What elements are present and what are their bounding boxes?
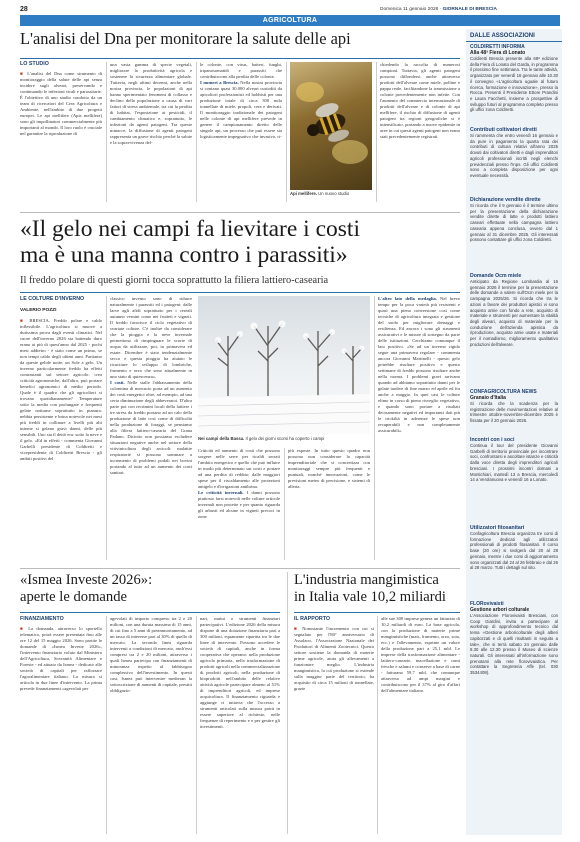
main-col4-subhead: L'altro lato della medaglia. <box>378 296 437 301</box>
sidebar-item-body: Continua il tour del presidente Giovanni Garbelli di territorio provinciale per incontrare soci, confrontarsi e ascoltare istanze e criticità dalla voce diretta degli imprenditori agricoli bresciani. I prossimi incontri domani a Montichiari, martedì 13 a Brescia, mercoledì 14 a Verolanuova e venerdì 16 a Lonato. <box>470 443 558 483</box>
sidebar-item-body: Coldiretti Brescia presente alla 68ª edizione della Fiera di Lonato del Garda, in programma il prossimo fine settimana. Tra le tante attività, organizzato per venerdì 16 gennaio alle 10.30 il convegno «L'agricoltura uguale al futuro ricerca, formazione e innovazione», presso la Rocca. Presenti il Presidente Ettore Prandini e Laura Facchetti, insieme a prospettive di sviluppo futuri al programma completo presso gli uffici zona Coldiretti. <box>470 56 558 113</box>
sidebar-item-subtitle: Alla 48ª Fiera di Lonato <box>470 50 526 56</box>
main-col3b <box>288 448 370 560</box>
sidebar-item-title: FLORovivaisti <box>470 601 504 607</box>
main-col4-rest: Nel breve tempo per la poca varietà più resistenti e quasi una piena conversione così come tecniche di agricoltura integrata e gestione del suolo per migliorare drenaggi e resilienza. Ed ancora i sono gli strumenti assicurativi e le misure di sostegno da parte delle istituzioni. Cerchiamo comunque il lato positivo. «Se ad un inverno rigido segue una primavera regolare - commenta ancora Giovanni Martinelli - questo gelo potrebbe risultare positivo e questo settimane di freddo possono risultare anche nella norma. I problemi gravi arrivano quando ad abbiamo soprattutto danni per le gelate tardive di fine marzo ed aprile ed fra anche a maggio. In quei casi le colture elimo in corso di pieno risveglio vegetativo, e quando sono portare a risultati decisamente negativi ed importanti dati più le trickiltà in aderenze le spese non recuperabili e non completamente assicurabili». <box>378 296 460 433</box>
sidebar-item-body: Si rammenta che entro venerdì 16 gennaio e da pure in pagamento la quarta rata dei contributi di cultura relativi all'anno 2025 dovuti dai coltivatori diretti e dagli imprenditori agricoli professionali iscritti negli elenchi previdenziali presso l'Inps. Gli uffici Coldiretti sono a completa disposizione per ogni eventuale necessità. <box>470 133 558 178</box>
bee-caption-bold: Api mellifere. <box>290 191 317 196</box>
main-kicker: LE COLTURE D'INVERNO <box>20 296 85 302</box>
main-author: VALERIO POZZI <box>20 308 57 313</box>
main-headline-line1: «Il gelo nei campi fa lievitare i costi <box>20 216 360 242</box>
snow-caption-text: Il gelo dei giorni scorsi ha coperto i campi <box>245 436 325 441</box>
dna-kicker: LO STUDIO <box>20 61 49 67</box>
main-headline-line2: ma è una manna contro i parassiti» <box>20 242 348 268</box>
main-col3-rest: I danni possono piuttosto farsi notevoli nelle colture orticole invernali non protette e per quanto riguarda gli arbusti ed alcune in vigneti precoci in zone <box>198 490 280 519</box>
dna-col3-text: le colonie, con virus, batteri, funghi, tripanosomatidi e parassiti che contribuiscono alla perdita delle colonie. <box>200 62 282 79</box>
dna-col3-subhead: I numeri a Brescia. <box>200 80 239 85</box>
ismea-col2: agevolati di importo compreso tra 2 e 20 milioni, con una durata massima di 15 anni, di cui fino a 5 anni di preammortamento, ad un tasso di interesse pari al 30% di quello di mercato. La seconda linea riguarda interventi a condizioni di mercato, anch'essi compresi tra 2 e 20 milioni, attraverso i quali Ismea partecipa con finanziamenti di minoranza rispetto al fabbisogno complessivo dell'investimento. In questi casi, Ismea può intervenire medieran la sottoscrizione di aumenti di capitale, prestiti obbligazio- <box>110 616 192 693</box>
dna-headline: L'analisi del Dna per monitorare la salute delle api <box>20 29 351 48</box>
sidebar-item-contributi <box>466 126 562 196</box>
main-col2 <box>110 296 192 560</box>
sidebar-item-title: COLDIRETTI INFORMA <box>470 44 525 50</box>
bullet-icon: ■ <box>294 626 299 631</box>
main-headline <box>20 216 460 268</box>
dna-col4: chiedendo la raccolta di numerosi campioni. Tuttavia, gli agenti patogeni possono diffondersi anche attraverso prodotti dell'alveare come miele, polline e pappa reale, facilitandone la trasmissione a colonie precedentemente non infette. Con l'aumento del commercio internazionale di prodotti dell'alveare e di colonie di api mellifere, il rischio di diffusione di agenti patogeni tra regioni geografiche si è intensificato, portando a nuove epidemie in aree in cui questi agenti patogeni non erano stati precedentemente registrati. <box>380 62 460 139</box>
bee-illustration <box>290 62 372 190</box>
bee-caption-text: Un nuovo studio <box>318 191 350 196</box>
dna-col1-text: L'analisi del Dna come strumento di monitoraggio della salute delle api senza incidere sugli alveari, preservando e continuando le infezioni virali e parassitarie. È l'obiettivo di uno studio condotto da un team di ricercatori del Crea Agricoltura e Ambiente, nell'ambito di due progetti europei. Le api mellifere (Apis mellifera) sono gli impollinatori commercialmente più importanti al mondo. Il loro ruolo è cruciale nel garantire la riproduzione di <box>20 71 102 136</box>
sidebar-item-body: Si ricorda che il 9 gennaio è il termine ultimo per la presentazione della dichiarazione vendite dirette di latte e prodotti lattiero caseari effettuate nella campagna lattiero casearia appena conclusa, ovvero dal 1 gennaio al 31 dicembre 2025. Gli interessati possono contattare gli uffici zona Coldiretti. <box>470 203 558 243</box>
sidebar-item-body: L'Associazione Florovivaisti Bresciani, con Coop Giardini, invita a partecipare al workshop di approfondimento tecnico dal tema «Gestione arboricolturale degli alberi capitozzati e di quelli risultanti in seguito a tale», che si terrà sabato 24 gennaio dalle 8.30 alle 12.30 presso il Museo di scienze naturali. Gli interessati all'informazione sono prenotarsi alla rete florovivaistica. Per contattare la Segreteria Affe (tel. 030 3534408). <box>470 613 558 676</box>
mangimistica-col1-text: Nonostante l'incremento con cui si segnalato per l'80° anniversario di Assalzoo, l'Associazione Nazionale dei Produttori di Alimenti Zootecnici. Questo settore sostiene la domanda di materie prime agricole, aiuta gli allevamenti a funzionare meglio. L'industria mangimistica, la cui produzione si estende sulla maggior parte del territorio, ha acquisito di circa 15 milioni di tonnellate, grazie <box>294 626 374 691</box>
main-col1-text: BRESCIA. Freddo polare e caldo inflessibile. L'agricoltura si muove a dutissima prova dagli eventi climatici. Nel cuore dell'inverno 2026 sta battendo duro erano ai più di quest'anno dal 2025 - pochi mesi addietro - è stato come un primo, se non tempi caldo degli ultimi anni. Partiamo da queste gelide notte, un Sole a gelo. Un inverno particolarmente freddo ha effetti contrastanti sul settore agricolo: crea criticità agronomiche, dall'altro, può portare benefici agronomici di medio periodo. Quale è il quadro che gli agricoltori si trovano quotidianamente? Temperature sotto la media con prolungate e frequenti gelate notturne soprattutto in pianura: nebbia persistente e brina notevole nei mesi più freddi in collinare a livelli più alti interne si gelano gravi danni, delle più sensibili. Uno sta il dettò era: sotto la neve e il gelo. «Ed in effetti - commenta Giovanni Garbelli presidente di Coldiretti e vicepresidente di Coldiretti Brescia - gli ambiti positivi del <box>20 318 102 461</box>
main-col2-subhead: I costi. <box>110 380 125 385</box>
sidebar-item-confagricoltura <box>466 388 562 436</box>
ismea-headline-line2: aperte le domande <box>20 589 127 605</box>
date-line: Domenica 11 gennaio 2026 · GIORNALE DI BRESCIA <box>380 7 497 12</box>
sidebar-item-title: Dichiarazione vendite dirette <box>470 197 541 203</box>
main-col3-text: Criticità ed aumento di costi che possono sorgere nelle serre per ricaldi serrati l'ambito energetico e quello che può influire in modo più determinato sui costi e portare ad una perdita di reddito; dalle maggiori spese per il riscaldamento alle protezioni antigelo e d'irrigazioni antibrina. <box>198 448 280 489</box>
main-col4 <box>378 296 460 560</box>
sidebar-item-dichiarazione <box>466 196 562 272</box>
sidebar-item-title: Domande Ocm miele <box>470 273 522 279</box>
sidebar-item-title: Utilizzatori fitosanitari <box>470 525 525 531</box>
dna-col3-rest: Nella nostra provincia si contano quasi 30.000 alveari custoditi da apicoltori professionisti ed hobbisti per una produzione totale di circa 300 mila tonnellate di miele, propoli, cera e derivati. Il monitoraggio tradizionale dei patogeni nelle colonie di api mellifere prevede in genere il campionamento diretto delle singole api, un processo che può essere sia logisticamente impegnativo che invasivo, ri- <box>200 80 282 139</box>
date-text: Domenica 11 gennaio 2026 <box>380 7 439 12</box>
dna-col2: una vasta gamma di specie vegetali, migliorare la produttività agricola e sostenere la sicurezza alimentare globale. Tuttavia, negli ultimi decenni, anche nella nostra provincia, le popolazioni di api hanno sperimentato fenomeni di collasso e declino della popolazione a causa di vari fattori di stress ambientale, tra cui la perdita di habitat, l'esposizione ai pesticidi, il cambiamento climatico e, soprattutto, le infezioni da agenti patogeni. Tra queste minacce, la diffusione di agenti patogeni rappresenta un grave rischio perché la salute e la sopravvivenza del- <box>110 62 192 145</box>
page-number: 28 <box>20 6 28 13</box>
sidebar-item-body: Anticipato da Regione Lombardia al 16 gennaio 2026 il termine per la presentazione delle domande a valere sull'Ocm miele per la campagna 2025/26. Si ricorda che tra le azioni a favore dei produttori apistici vi sono acquisto arnie con fondo a rete, acquisto di materiale e strumenti per aumentare la vitalità degli alveari, acquisto di materiale per la conduzione dell'azienda apistica da riproduzione, acquisto arnie usate e materiali per il nomadismo, miglioramento qualitativo produzioni dell'alveare. <box>470 279 558 347</box>
sidebar-item-incontri <box>466 436 562 524</box>
mangimistica-headline <box>294 572 464 606</box>
ismea-col1-text: La domanda, attraverso lo sportello telematico, potrà essere presentata fino alle ore 12 del 15 maggio 2026. Sono partite le domande di «Ismea Investe 2026», l'intervento finanziario voluto dal Ministero dell'Agricoltura, Sovranità Alimentare e Foreste - ed attuato da Ismea - dedicato alle società di capitali per rafforzare l'agroalimentare italiano. La misura si articola in due linee d'intervento. La prima prevede finanziamenti «agevolati per <box>20 626 102 691</box>
sidebar-item-title: Contributi coltivatori diretti <box>470 127 537 133</box>
main-col3-subhead: Le criticità invernali. <box>198 490 244 495</box>
main-col3 <box>198 448 280 560</box>
main-col3b-text: più esposte. In tutto questo quadro non possono non considerare la capacità imprenditoriale che si concretizza con monitoraggi sempre più frequenti e puntuali, nonché innovazioni, come le previsioni meteo di precisione, e sistemi di allerta. <box>288 448 370 489</box>
bullet-icon: ■ <box>20 626 25 631</box>
dna-col3 <box>200 62 282 202</box>
ismea-headline <box>20 572 280 606</box>
snow-field-illustration <box>198 296 370 434</box>
snow-photo <box>198 296 370 434</box>
section-band <box>20 15 560 26</box>
sidebar-item-ocm-miele <box>466 272 562 388</box>
ismea-col1 <box>20 626 102 834</box>
snow-caption-bold: Nei campi della Bassa. <box>198 436 245 441</box>
bee-photo-caption <box>290 191 372 199</box>
dna-col1 <box>20 71 102 201</box>
snow-photo-caption <box>198 436 370 444</box>
sidebar-item-coldiretti <box>466 42 562 126</box>
sidebar-item-subtitle: Granaio d'Italia <box>470 395 506 401</box>
main-col1 <box>20 318 102 560</box>
bullet-icon: ■ <box>20 71 25 76</box>
sidebar-item-body: Confagricoltura Brescia organizza tre corsi di formazione dedicati agli utilizzatori professionali di prodotti fitosanitari. Il corso base (20 ore) si svolgerà dal 20 al 28 gennaio, mentre i due corsi di aggiornamento sono organizzati dal 24 al 26 febbraio e dal 26 al 28 marzo. Tutti i dettagli sul sito. <box>470 531 558 571</box>
mangimistica-headline-line1: L'industria mangimistica <box>294 572 439 588</box>
sidebar-item-florovivaisti <box>466 600 562 706</box>
newspaper-name: GIORNALE DI BRESCIA <box>442 7 497 12</box>
sidebar-item-fitosanitari <box>466 524 562 600</box>
sidebar-item-subtitle: Gestione arbori colturale <box>470 607 530 613</box>
ismea-col3: nari, mutui o strumenti finanziari partecipativi. L'edizione 2026 della misura dispone di una dotazione finanziaria pari a 300 milioni, equamente ripartita tra le due linee di intervento. Possono accedere le società di capitali, anche in forma cooperativa che operano: nella produzione agricola primaria, nella trasformazione di prodotti agricoli nella commercializzazione di prodotti agricoli; nella produzione di bioprodotti nell'ambito delle relative attività agricole partecipare almeno al 51% di imprenditori agricoli, ed imprese acquicoltura. Il finanziamento riguarda e aggiunge ci tuttavia che l'accesso a strumenti articolati sulla misura potrà in essere superiore al richiesto, nelle frequenze di reperimento e e per gestire gli investimenti. <box>200 616 280 729</box>
ismea-headline-line1: «Ismea Investe 2026»: <box>20 572 153 588</box>
main-col2-rest: Nelle stalle l'abbassamento della colonnina di mercurio porta ad un aumento dei costi energetici oltre, ad esempio, ad una certa diminuzione degli abbeveratoi. D'altra parte poi con recrimini locali della lattiere i tre stress da freddo portano ad un calo della produzione di latte così come di difficoltà nella produzione di foraggi, se pensiamo alla filiera lattiero-casearia del Grana Padano. Diciotto non possiamo escludere situazioni negative anche nel settore della vitivinicoltura degli arcicoli: malattie respiratorie si possono sommare a incremento di problemi podali nei bovini portando al tutto ad un aumento dei costi sanitari. <box>110 380 192 475</box>
bee-photo <box>290 62 372 190</box>
main-subheadline: Il freddo polare di questi giorni tocca soprattutto la filiera lattiero-casearia <box>20 275 329 286</box>
mangimistica-col1 <box>294 626 374 834</box>
bullet-icon: ■ <box>20 318 26 323</box>
mangimistica-headline-line2: in Italia vale 10,2 miliardi <box>294 589 446 605</box>
mangimistica-col2: alle sue 300 imprese genera un fatturato di 10,2 miliardi di euro. La base agricola, con la produzione di materie prime mangimistiche (mais, frumento, orzo, soia, ecc.) e l'allevamento, esprime un valore della produzione pari a 25,1 mld. Le imprese della trasformazione alimentare - lattiero-casearie, macellazione e carni fresche e salumi e conserve a base di carne - fatturano 59,7 mld, che comunque attraverso ad ampi margini e contribuiscono per il 37% al giro d'affari dell'alimentare italiano. <box>381 616 460 693</box>
sidebar <box>466 29 562 835</box>
sidebar-section-title: DALLE ASSOCIAZIONI <box>466 29 562 42</box>
section-label: AGRICOLTURA <box>262 17 318 24</box>
mangimistica-kicker: IL RAPPORTO <box>294 616 331 622</box>
sidebar-item-title: Incontri con i soci <box>470 437 515 443</box>
sidebar-item-body: Si ricorda che la scadenza per la registrazione delle movimentazioni relative al trimestre ottobre-novembre-dicembre 2025 è fissata per il 20 gennaio 2026. <box>470 401 558 424</box>
sidebar-item-title: CONFAGRICOLTURA NEWS <box>470 389 537 395</box>
main-col2-text: classico inverno sono di ridurre naturalmente i parassiti ed i patogeni: dalle larve agli afidi soprattutto per i cereali autunno vernini come nei frutteti e vigneti. Il freddo favorisce il ciclo vegetativo di svariate colture. C'è inoltre da considerare che la pioggia e la neve invernale permettono di rimpinguare le scorte di acqua da utilizzare, poi, in primavera ed estate. Dicembre è stato tendenzialmente secco e questa pioggia ha aiutato le ricuciture lo sviluppo di lombriche, frumento e orzo che sono attualmente in uno stato di quiescenza». <box>110 296 192 379</box>
ismea-kicker: FINANZIAMENTO <box>20 616 64 622</box>
